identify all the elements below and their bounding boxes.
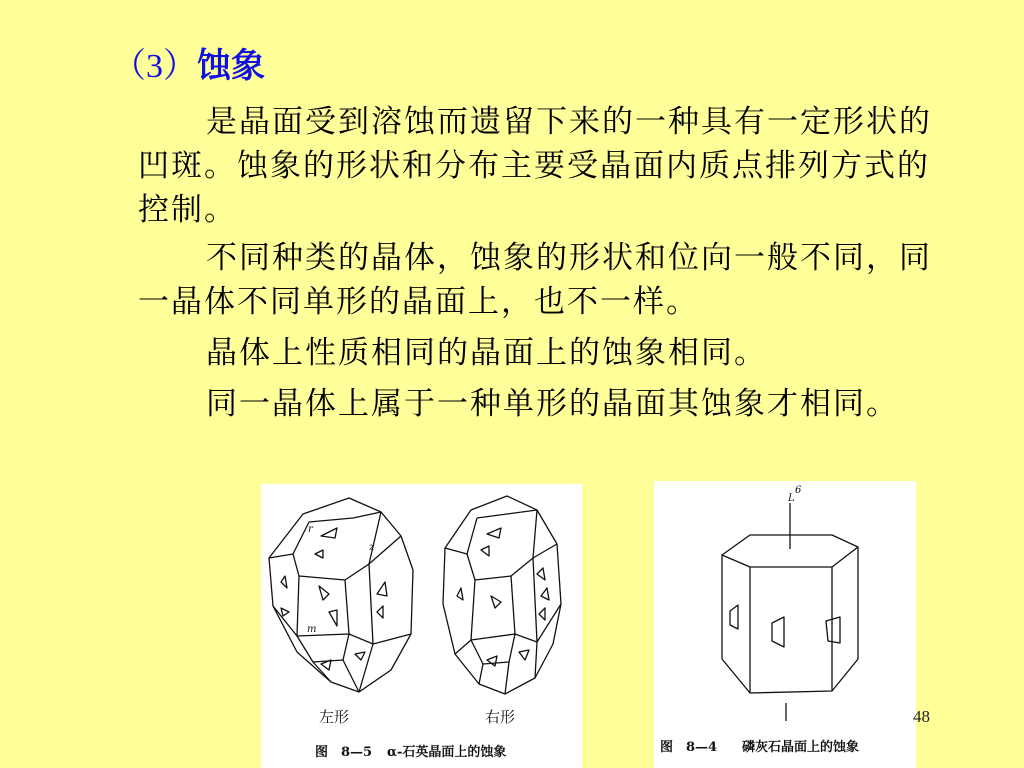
quartz-left-crystal (269, 498, 413, 692)
left-form-label: 左形 (319, 708, 350, 726)
axis-superscript: 6 (795, 485, 802, 496)
section-heading (112, 38, 265, 87)
paragraph-same-faces: 晶体上性质相同的晶面上的蚀象相同。 (206, 335, 767, 371)
paragraph-variation: 不同种类的晶体，蚀象的形状和位向一般不同，同一晶体不同单形的晶面上，也不一样。 (138, 240, 932, 320)
quartz-etch-figure (261, 484, 582, 768)
quartz-right-crystal (443, 496, 561, 694)
apatite-prism (722, 503, 858, 721)
axis-label: L (788, 493, 795, 504)
quartz-caption-text: α-石英晶面上的蚀象 (387, 745, 507, 760)
paragraph-same-form: 同一晶体上属于一种单形的晶面其蚀象才相同。 (206, 386, 899, 422)
apatite-caption-text: 磷灰石晶面上的蚀象 (742, 740, 860, 755)
apatite-etch-figure (654, 481, 916, 768)
quartz-caption-number: 图 8—5 (315, 745, 373, 760)
apatite-caption-number: 图 8—4 (660, 740, 718, 755)
face-label-r: r (308, 524, 313, 535)
right-form-label: 右形 (485, 708, 516, 726)
section-number: （3） (112, 48, 197, 85)
paragraph-definition: 是晶面受到溶蚀而遗留下来的一种具有一定形状的凹斑。蚀象的形状和分布主要受晶面内质点排列方式的控制。 (138, 104, 932, 228)
section-title: 蚀象 (197, 46, 265, 86)
face-label-m: m (307, 624, 317, 635)
page-number: 48 (913, 707, 930, 726)
face-label-z: z (369, 542, 375, 553)
